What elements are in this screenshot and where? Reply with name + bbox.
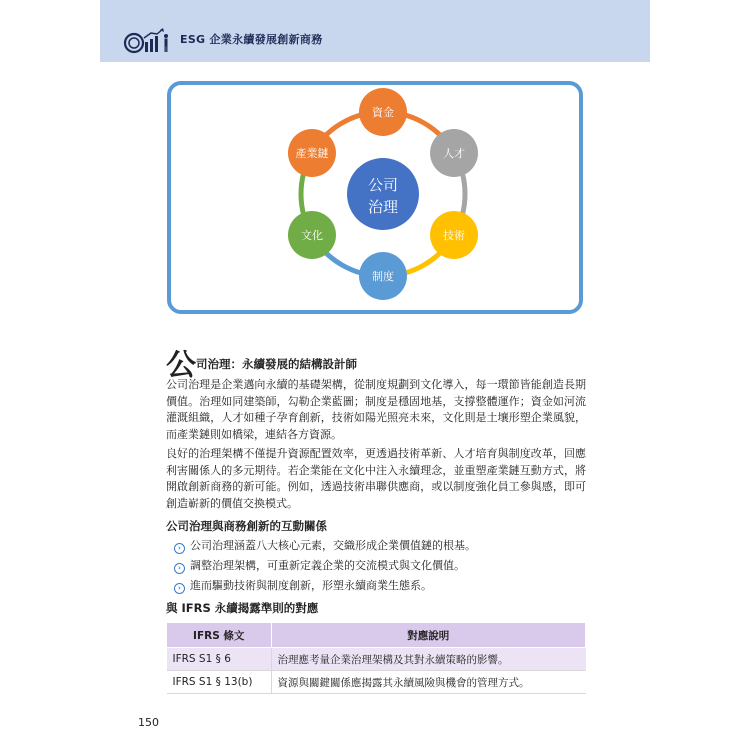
paragraph-2: 良好的治理架構不僅提升資源配置效率，更透過技術革新、人才培育與制度改革，回應利害關係人的多元期待。若企業能在文化中注入永續理念，並重塑產業鏈互動方式，將開啟創新商務的新可能。例如，透過技術串聯供應商，或以制度強化員工參與感，即可創造嶄新的價值交換模式。 xyxy=(166,447,586,510)
cycle-node-label: 資金 xyxy=(372,106,394,119)
table-header-description: 對應說明 xyxy=(271,623,586,648)
cycle-node-label: 制度 xyxy=(372,270,394,283)
table-cell-article: IFRS S1 § 6 xyxy=(167,648,272,671)
header-title: ESG 企業永續發展創新商務 xyxy=(180,33,323,46)
bullet-text: 公司治理涵蓋八大核心元素，交織形成企業價值鏈的根基。 xyxy=(190,539,476,552)
center-node-label: 公司 xyxy=(367,176,399,194)
ifrs-mapping-table xyxy=(166,622,586,694)
bullet-text: 進而驅動技術與制度創新，形塑永續商業生態系。 xyxy=(190,579,432,592)
circle-chevron-right-icon: › xyxy=(174,563,185,574)
table-row xyxy=(167,671,586,694)
subheading-ifrs: 與 IFRS 永續揭露準則的對應 xyxy=(166,601,319,615)
subheading-interaction: 公司治理與商務創新的互動關係 xyxy=(166,519,327,533)
cycle-node-label: 產業鏈 xyxy=(295,147,329,160)
table-row xyxy=(167,648,586,671)
circle-chevron-right-icon: › xyxy=(174,583,185,594)
bullet-item xyxy=(174,537,584,555)
cycle-node-label: 文化 xyxy=(300,229,323,242)
heading-dropcap: 公 xyxy=(166,348,196,383)
governance-cycle-diagram xyxy=(167,81,583,314)
bullet-text: 調整治理架構，可重新定義企業的交流模式與文化價值。 xyxy=(190,559,465,572)
paragraph-1: 公司治理是企業邁向永續的基礎架構，從制度規劃到文化導入，每一環節皆能創造長期價值。治理如同建築師，勾勒企業藍圖；制度是穩固地基，支撐整體運作；資金如河流灌溉組織，人才如種子孕育創新，技術如陽光照亮未來，文化則是土壤形塑企業風貌，而產業鏈則如橋梁，連結各方資源。 xyxy=(166,378,586,441)
table-header-row xyxy=(167,623,586,648)
table-cell-article: IFRS S1 § 13(b) xyxy=(167,671,272,694)
heading-text: 司治理：永續發展的結構設計師 xyxy=(196,357,357,371)
bullet-item xyxy=(174,557,584,575)
circle-chevron-right-icon: › xyxy=(174,543,185,554)
table-cell-description: 資源與關鍵關係應揭露其永續風險與機會的管理方式。 xyxy=(271,671,586,694)
table-cell-description: 治理應考量企業治理架構及其對永續策略的影響。 xyxy=(271,648,586,671)
center-node-label: 治理 xyxy=(367,198,399,216)
bullet-item xyxy=(174,577,584,595)
page-number: 150 xyxy=(138,716,159,729)
cycle-node-label: 人才 xyxy=(443,147,466,160)
cycle-node-label: 技術 xyxy=(443,229,466,242)
center-node xyxy=(347,158,419,230)
growth-chart-person-icon xyxy=(123,28,173,54)
table-header-article: IFRS 條文 xyxy=(167,623,272,648)
